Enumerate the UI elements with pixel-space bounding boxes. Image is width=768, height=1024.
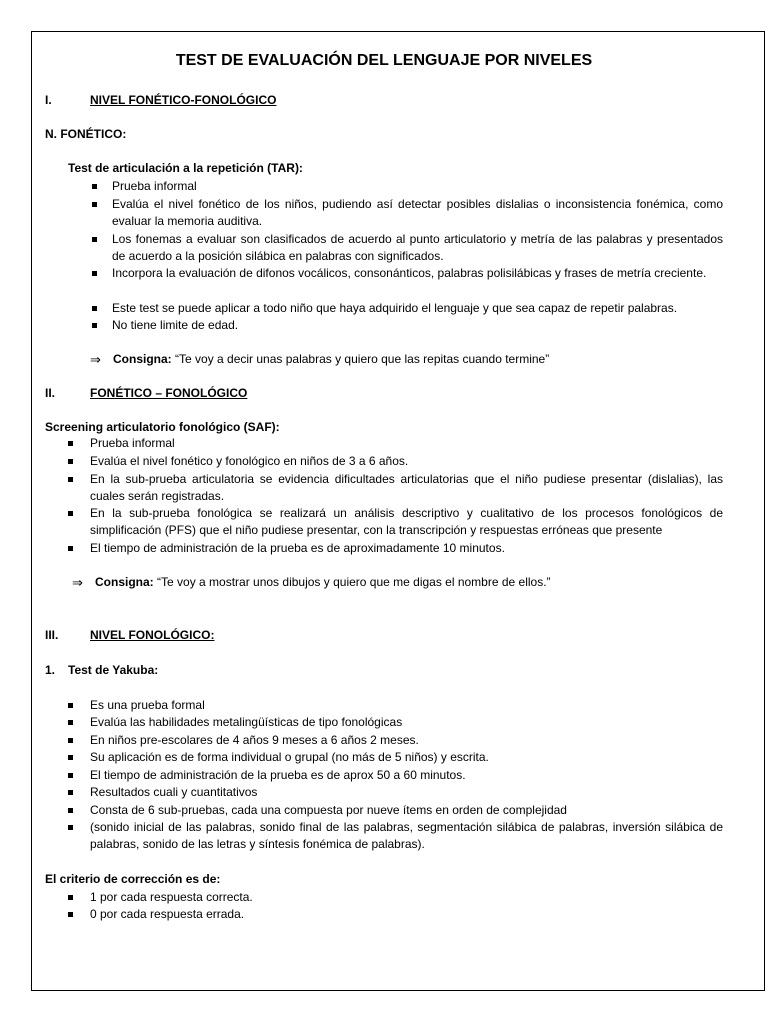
- bullet-marker: [92, 306, 97, 311]
- consigna-label: Consigna:: [95, 575, 154, 589]
- yakuba-bullet-3: En niños pre-escolares de 4 años 9 meses a 6 años 2 meses.: [90, 733, 419, 747]
- criterio-item-2: 0 por cada respuesta errada.: [90, 907, 245, 921]
- fonetico-subheading: N. FONÉTICO:: [45, 127, 127, 141]
- page-title: TEST DE EVALUACIÓN DEL LENGUAJE POR NIVELES: [175, 52, 593, 69]
- tar-test-heading: Test de articulación a la repetición (TAR):: [68, 161, 303, 175]
- yakuba-bullet-8: (sonido inicial de las palabras, sonido final de las palabras, segmentación silábica de palabras, inversión silábica de palabras, sonido de las letras y síntesis fonémica de palabras).: [90, 820, 723, 852]
- saf-bullet-5: El tiempo de administración de la prueba es de aproximadamente 10 minutos.: [90, 541, 505, 555]
- yakuba-bullet-2: Evalúa las habilidades metalingüísticas de tipo fonológicas: [90, 715, 403, 729]
- bullet-marker: [92, 323, 97, 328]
- tar-bullet-2: Evalúa el nivel fonético de los niños, pudiendo así detectar posibles dislalias o inconsistencia fonémica, como evaluar la memoria auditiva.: [112, 197, 723, 229]
- yakuba-bullet-1: Es una prueba formal: [90, 698, 205, 712]
- yakuba-test-number: 1.: [45, 663, 56, 677]
- tar-bullet-1: Prueba informal: [112, 179, 197, 193]
- yakuba-bullet-7: Consta de 6 sub-pruebas, cada una compuesta por nueve ítems en orden de complejidad: [90, 803, 567, 817]
- bullet-marker: [68, 703, 73, 708]
- bullet-marker: [68, 825, 73, 830]
- saf-bullet-4: En la sub-prueba fonológica se realizará un análisis descriptivo y cualitativo de los procesos fonológicos de simplificación (PFS) que el niño pudiese presentar, con la transcripción y respuestas erróneas que presente: [90, 506, 723, 538]
- tar-bullet-6: No tiene limite de edad.: [112, 318, 239, 332]
- tar-bullet-5: Este test se puede aplicar a todo niño que haya adquirido el lenguaje y que sea capaz de repetir palabras.: [112, 301, 678, 315]
- consigna-text: “Te voy a decir unas palabras y quiero que las repitas cuando termine”: [175, 352, 550, 366]
- bullet-marker: [92, 202, 97, 207]
- bullet-marker: [68, 441, 73, 446]
- bullet-marker: [68, 808, 73, 813]
- arrow-right-icon: ⇒: [72, 575, 83, 590]
- arrow-right-icon: ⇒: [90, 352, 101, 367]
- tar-bullet-4: Incorpora la evaluación de difonos vocálicos, consonánticos, palabras polisilábicas y frases de metría creciente.: [112, 266, 707, 280]
- bullet-marker: [92, 184, 97, 189]
- bullet-marker: [68, 720, 73, 725]
- yakuba-bullet-4: Su aplicación es de forma individual o grupal (no más de 5 niños) y escrita.: [90, 750, 489, 764]
- bullet-marker: [68, 912, 73, 917]
- consigna-label: Consigna:: [113, 352, 172, 366]
- saf-bullet-1: Prueba informal: [90, 436, 175, 450]
- bullet-marker: [68, 773, 73, 778]
- saf-test-heading: Screening articulatorio fonológico (SAF):: [45, 420, 280, 434]
- section-1-number: I.: [45, 93, 52, 107]
- bullet-marker: [68, 755, 73, 760]
- section-1-heading: NIVEL FONÉTICO-FONOLÓGICO: [90, 93, 277, 107]
- section-3-heading: NIVEL FONOLÓGICO:: [90, 628, 215, 642]
- bullet-marker: [68, 738, 73, 743]
- saf-bullet-2: Evalúa el nivel fonético y fonológico en niños de 3 a 6 años.: [90, 454, 409, 468]
- bullet-marker: [92, 271, 97, 276]
- saf-bullet-3: En la sub-prueba articulatoria se evidencia dificultades articulatorias que el niño pudiese presentar (dislalias), las cuales serán registradas.: [90, 472, 723, 504]
- tar-bullet-3: Los fonemas a evaluar son clasificados de acuerdo al punto articulatorio y metría de las palabras y presentados de acuerdo a la posición silábica en palabras con significados.: [112, 232, 723, 264]
- section-2-number: II.: [45, 386, 56, 400]
- bullet-marker: [68, 511, 73, 516]
- section-3-number: III.: [45, 628, 59, 642]
- criterio-item-1: 1 por cada respuesta correcta.: [90, 890, 253, 904]
- tar-consigna: [113, 352, 549, 367]
- bullet-marker: [68, 895, 73, 900]
- bullet-marker: [68, 546, 73, 551]
- yakuba-bullet-5: El tiempo de administración de la prueba es de aprox 50 a 60 minutos.: [90, 768, 466, 782]
- yakuba-test-heading: Test de Yakuba:: [68, 663, 159, 677]
- criterio-heading: El criterio de corrección es de:: [45, 872, 221, 886]
- section-2-heading: FONÉTICO – FONOLÓGICO: [90, 386, 248, 400]
- consigna-text: “Te voy a mostrar unos dibujos y quiero que me digas el nombre de ellos.”: [157, 575, 551, 589]
- bullet-marker: [68, 790, 73, 795]
- bullet-marker: [92, 237, 97, 242]
- yakuba-bullet-6: Resultados cuali y cuantitativos: [90, 785, 258, 799]
- saf-consigna: [95, 575, 551, 590]
- bullet-marker: [68, 477, 73, 482]
- bullet-marker: [68, 459, 73, 464]
